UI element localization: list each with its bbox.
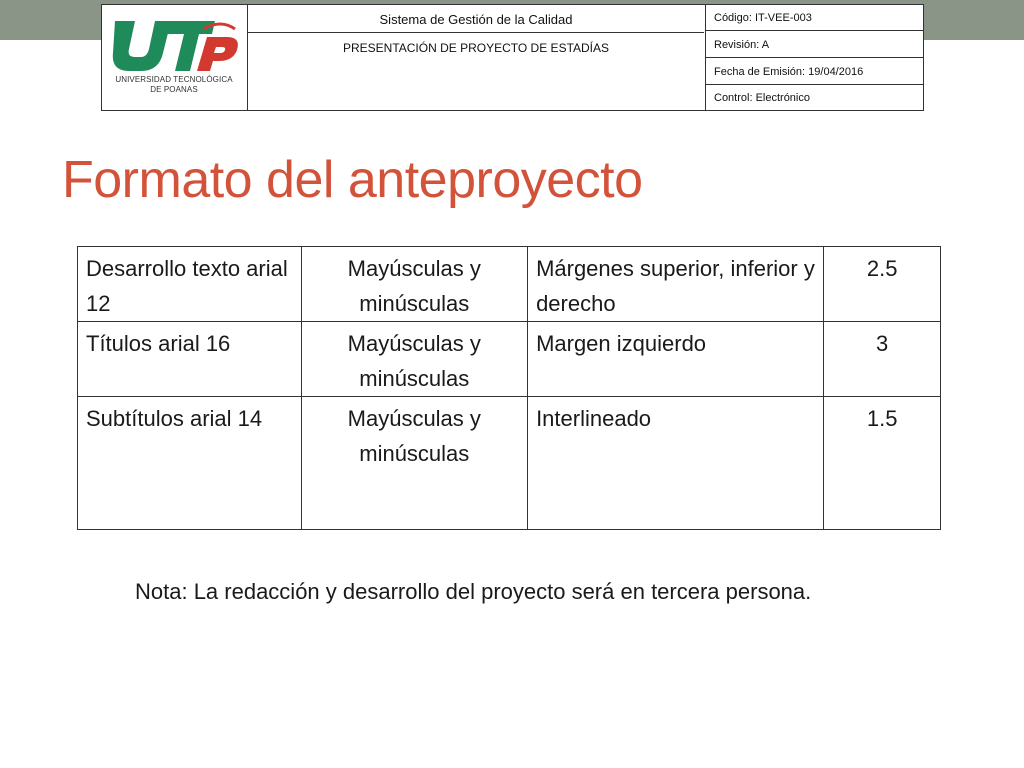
utp-logo-icon [111,17,239,75]
table-cell: Margen izquierdo [528,322,824,397]
table-cell: Desarrollo texto arial 12 [78,247,302,322]
title-cell [248,5,706,110]
document-code: Código: IT-VEE-003 [706,5,924,31]
table-row [78,397,941,530]
table-row [78,247,941,322]
table-cell: Interlineado [528,397,824,530]
table-cell: Mayúsculas y minúsculas [301,322,528,397]
slide-title: Formato del anteproyecto [62,151,643,209]
logo-caption [104,75,244,95]
table-cell: Márgenes superior, inferior y derecho [528,247,824,322]
table-cell: 1.5 [824,397,941,530]
format-table [77,246,941,530]
note-text: Nota: La redacción y desarrollo del proyecto será en tercera persona. [135,579,812,604]
document-issue-date: Fecha de Emisión: 19/04/2016 [706,59,924,85]
table-cell: Mayúsculas y minúsculas [301,247,528,322]
system-title: Sistema de Gestión de la Calidad [248,5,704,33]
table-cell: Mayúsculas y minúsculas [301,397,528,530]
table-cell: 3 [824,322,941,397]
logo-caption-line1: UNIVERSIDAD TECNOLÓGICA [115,75,233,84]
document-control-cell [706,5,924,110]
logo-cell [102,5,248,110]
table-cell: 2.5 [824,247,941,322]
table-cell: Subtítulos arial 14 [78,397,302,530]
table-cell: Títulos arial 16 [78,322,302,397]
document-header [101,4,924,111]
document-control: Control: Electrónico [714,92,810,104]
document-title: PRESENTACIÓN DE PROYECTO DE ESTADÍAS [342,41,610,55]
logo-caption-line2: DE POANAS [150,85,198,94]
document-revision: Revisión: A [706,32,924,58]
table-row [78,322,941,397]
